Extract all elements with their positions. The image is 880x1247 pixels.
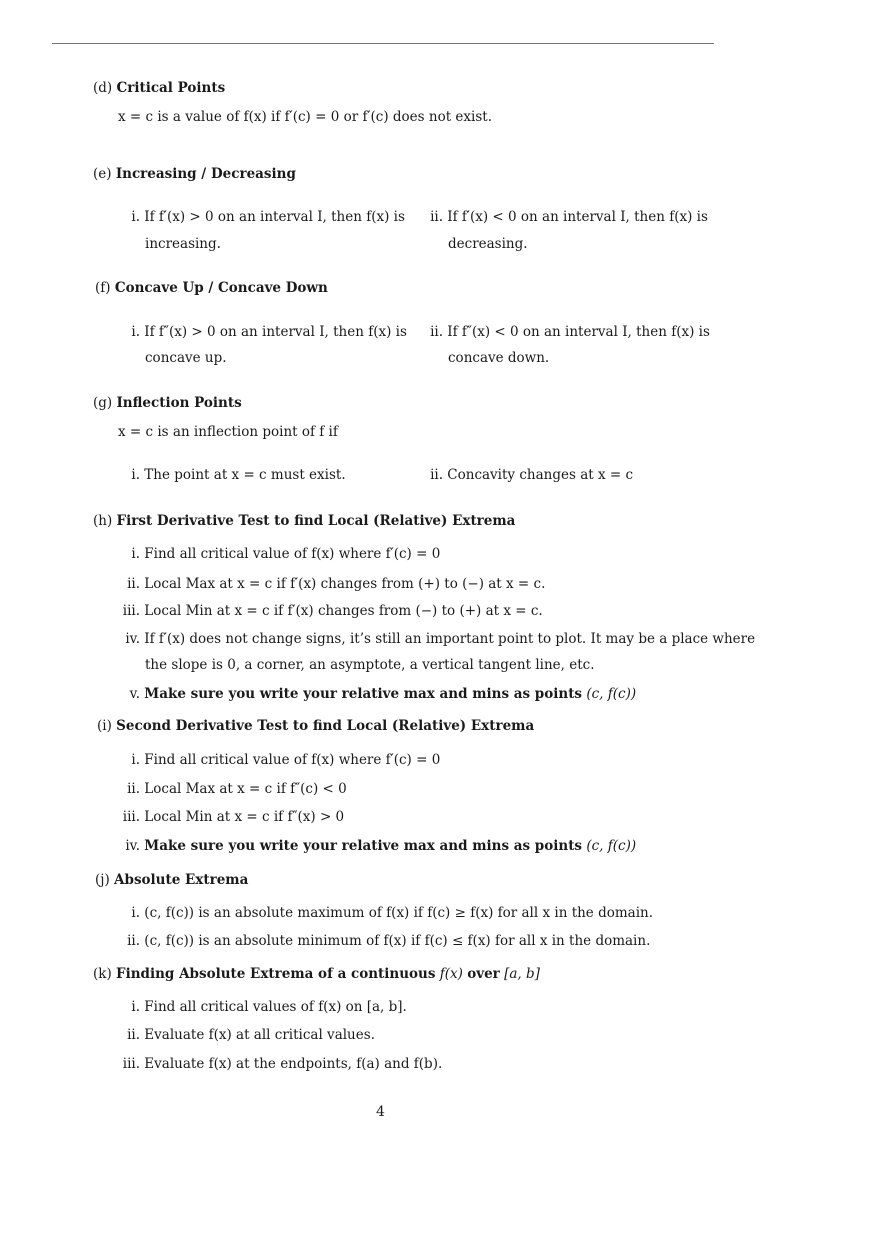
section-title: Concave Up / Concave Down [114,280,328,296]
section-i-heading [97,718,534,734]
list-item: ii. Evaluate f(x) at all critical values. [127,1027,375,1043]
list-item: iii. Local Min at x = c if f″(x) > 0 [122,809,345,825]
list-item: iv. If f′(x) does not change signs, it’s still an important point to plot. It may be a place where [125,631,756,647]
list-item: ii. Local Max at x = c if f″(c) < 0 [127,781,347,797]
section-marker: (d) [93,80,113,96]
list-item: ii. Concavity changes at x = c [430,467,634,483]
section-title: Critical Points [116,80,226,96]
section-marker: (g) [93,395,113,411]
section-text: x = c is a value of f(x) if f′(c) = 0 or f′(c) does not exist. [118,109,492,125]
list-item: i. The point at x = c must exist. [131,467,346,483]
list-item: iii. Evaluate f(x) at the endpoints, f(a) and f(b). [122,1056,443,1072]
section-d-heading [93,80,225,96]
list-item: iv. Make sure you write your relative max and mins as points (c, f(c)) [125,838,637,854]
section-title: Absolute Extrema [114,872,249,888]
list-item: i. Find all critical values of f(x) on [a, b]. [131,999,407,1015]
section-title: Increasing / Decreasing [115,166,296,182]
page-number: 4 [376,1104,385,1120]
list-item: i. If f″(x) > 0 on an interval I, then f(x) is [131,324,407,340]
section-text: x = c is an inflection point of f if [118,424,338,440]
list-item-continuation: concave up. [145,350,227,366]
section-h-heading [93,513,515,529]
section-marker: (e) [93,166,112,182]
list-item: i. Find all critical value of f(x) where f′(c) = 0 [131,546,441,562]
list-item: i. Find all critical value of f(x) where f′(c) = 0 [131,752,441,768]
header-rule [52,43,714,44]
list-item: ii. If f″(x) < 0 on an interval I, then f(x) is [430,324,710,340]
section-marker: (k) [93,966,112,982]
section-f-heading [95,280,328,296]
section-title: Finding Absolute Extrema of a continuous [116,966,436,982]
list-item: i. If f′(x) > 0 on an interval I, then f(x) is [131,209,405,225]
list-item: ii. If f′(x) < 0 on an interval I, then f(x) is [430,209,708,225]
list-item-continuation: increasing. [145,236,221,252]
section-marker: (j) [95,872,110,888]
section-k-heading: (k) Finding Absolute Extrema of a continuous f(x) over [a, b] [93,966,540,982]
section-e-heading [93,166,296,182]
list-item: v. Make sure you write your relative max and mins as points (c, f(c)) [129,686,637,702]
list-item-continuation: concave down. [448,350,550,366]
list-item: ii. (c, f(c)) is an absolute minimum of f(x) if f(c) ≤ f(x) for all x in the domain. [127,933,651,949]
list-item-continuation: the slope is 0, a corner, an asymptote, a vertical tangent line, etc. [145,657,595,673]
section-j-heading [95,872,248,888]
list-item: i. (c, f(c)) is an absolute maximum of f(x) if f(c) ≥ f(x) for all x in the domain. [131,905,654,921]
section-title: First Derivative Test to find Local (Relative) Extrema [116,513,516,529]
section-marker: (h) [93,513,113,529]
section-marker: (i) [97,718,112,734]
section-title: Inflection Points [116,395,242,411]
list-item: iii. Local Min at x = c if f′(x) changes from (−) to (+) at x = c. [122,603,543,619]
section-marker: (f) [95,280,111,296]
section-g-heading [93,395,242,411]
section-title: Second Derivative Test to find Local (Relative) Extrema [116,718,535,734]
list-item: ii. Local Max at x = c if f′(x) changes from (+) to (−) at x = c. [127,576,546,592]
list-item-continuation: decreasing. [448,236,528,252]
